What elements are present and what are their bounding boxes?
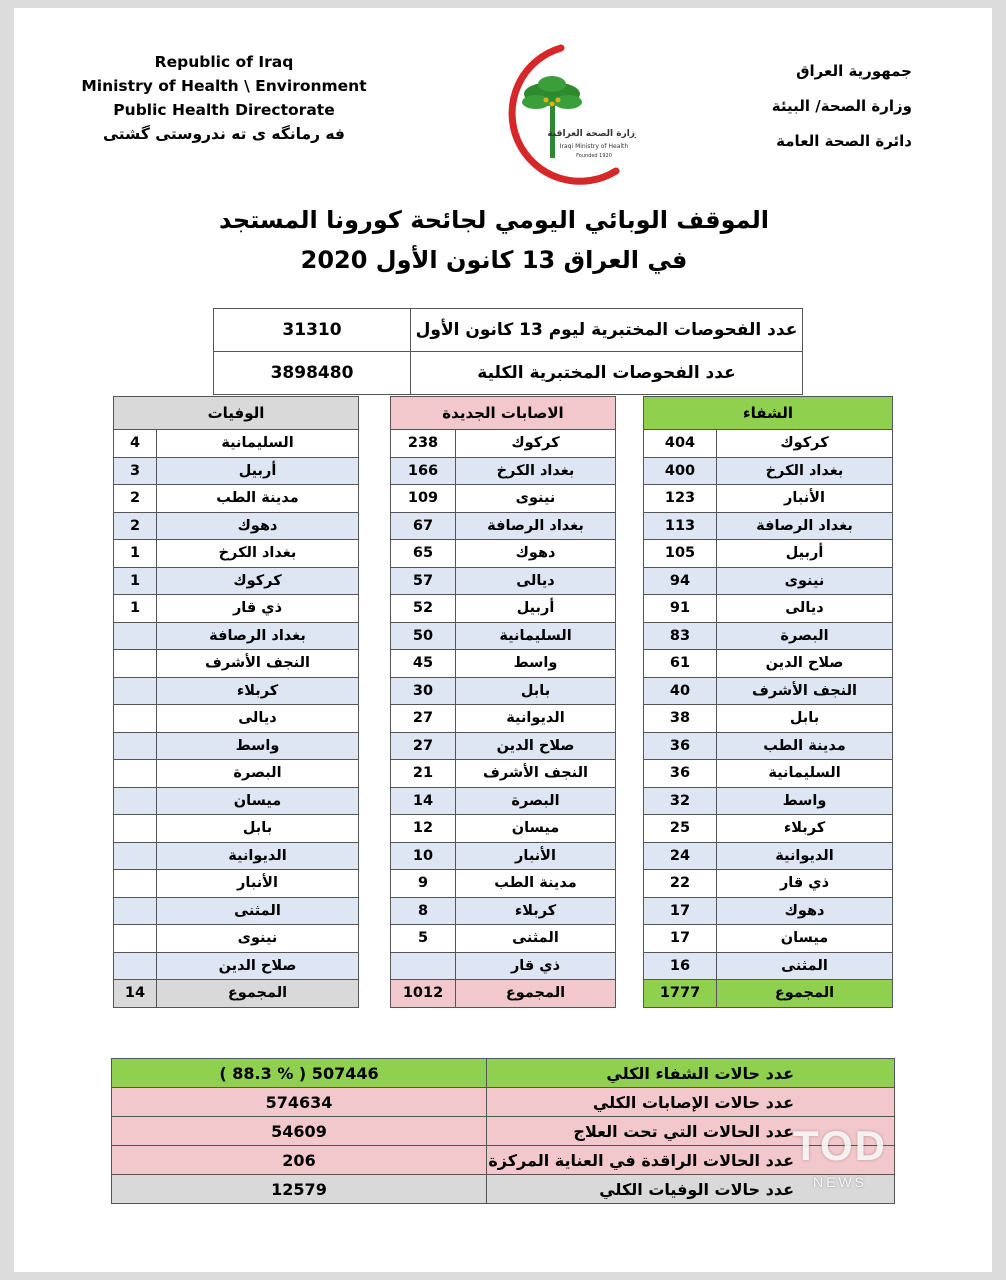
recoveries-province: نينوى [717, 567, 893, 595]
table-row [391, 595, 616, 623]
recoveries-value: 36 [644, 760, 717, 788]
deaths-value: 1 [114, 595, 157, 623]
table-row [644, 430, 893, 458]
table-row [644, 457, 893, 485]
cases-province: كركوك [456, 430, 616, 458]
table-row [644, 842, 893, 870]
deaths-province: المثنى [157, 897, 359, 925]
deaths-total-row [114, 980, 359, 1008]
table-row [114, 457, 359, 485]
deaths-province: بغداد الرصافة [157, 622, 359, 650]
title-line-1: الموقف الوبائي اليومي لجائحة كورونا المستجد [219, 206, 769, 234]
table-row [644, 595, 893, 623]
recoveries-value: 40 [644, 677, 717, 705]
cases-province: الأنبار [456, 842, 616, 870]
cases-value: 67 [391, 512, 456, 540]
table-row [644, 677, 893, 705]
cases-value: 10 [391, 842, 456, 870]
deaths-value [114, 732, 157, 760]
daily-tests-row [214, 309, 803, 352]
table-row [114, 787, 359, 815]
table-row [391, 705, 616, 733]
recoveries-table [643, 396, 893, 1008]
title-line-2: في العراق 13 كانون الأول 2020 [300, 246, 688, 274]
table-row [391, 925, 616, 953]
table-row [391, 650, 616, 678]
logo-founded-text: Founded 1920 [576, 153, 612, 159]
recoveries-total-row [644, 980, 893, 1008]
cases-province: مدينة الطب [456, 870, 616, 898]
recoveries-province: كربلاء [717, 815, 893, 843]
cases-total-value: 1012 [391, 980, 456, 1008]
recoveries-province: الديوانية [717, 842, 893, 870]
table-row [114, 815, 359, 843]
cases-province: واسط [456, 650, 616, 678]
summary-label: عدد حالات الشفاء الكلي [487, 1059, 895, 1088]
recoveries-province: دهوك [717, 897, 893, 925]
table-row [644, 787, 893, 815]
header-ar-line: جمهورية العراق [796, 62, 912, 80]
table-row [391, 567, 616, 595]
deaths-total-value: 14 [114, 980, 157, 1008]
cases-province: كربلاء [456, 897, 616, 925]
recoveries-province: ميسان [717, 925, 893, 953]
deaths-value: 1 [114, 540, 157, 568]
cases-province: دهوك [456, 540, 616, 568]
summary-value: 574634 [112, 1088, 487, 1117]
deaths-province: النجف الأشرف [157, 650, 359, 678]
cases-province: بغداد الرصافة [456, 512, 616, 540]
deaths-header: الوفيات [114, 397, 359, 430]
cases-value: 109 [391, 485, 456, 513]
cases-header: الاصابات الجديدة [391, 397, 616, 430]
table-row [114, 705, 359, 733]
table-row [114, 842, 359, 870]
recoveries-value: 404 [644, 430, 717, 458]
cases-province: ميسان [456, 815, 616, 843]
cases-value: 5 [391, 925, 456, 953]
deaths-value [114, 952, 157, 980]
deaths-province: دهوك [157, 512, 359, 540]
table-row [114, 925, 359, 953]
header-arabic [652, 54, 912, 159]
header-en-line: Public Health Directorate [113, 101, 335, 119]
recoveries-value: 94 [644, 567, 717, 595]
summary-value: 12579 [112, 1175, 487, 1204]
deaths-value: 2 [114, 485, 157, 513]
deaths-province: ديالى [157, 705, 359, 733]
table-row [644, 512, 893, 540]
header-en-line: فه رمانگه ی ته ندروستی گشتی [103, 125, 345, 143]
recoveries-value: 91 [644, 595, 717, 623]
table-row [391, 732, 616, 760]
recoveries-province: البصرة [717, 622, 893, 650]
deaths-value [114, 705, 157, 733]
table-row [391, 870, 616, 898]
recoveries-province: مدينة الطب [717, 732, 893, 760]
cases-province: ذي قار [456, 952, 616, 980]
deaths-value: 1 [114, 567, 157, 595]
deaths-province: مدينة الطب [157, 485, 359, 513]
cases-value: 50 [391, 622, 456, 650]
recoveries-province: المثنى [717, 952, 893, 980]
cases-value [391, 952, 456, 980]
recoveries-value: 113 [644, 512, 717, 540]
table-row [644, 952, 893, 980]
logo-ar-text: وزارة الصحة العراقية [547, 129, 636, 139]
recoveries-province: كركوك [717, 430, 893, 458]
deaths-province: نينوى [157, 925, 359, 953]
recoveries-province: ديالى [717, 595, 893, 623]
recoveries-total-value: 1777 [644, 980, 717, 1008]
table-row [644, 760, 893, 788]
recoveries-value: 400 [644, 457, 717, 485]
table-row [644, 540, 893, 568]
cases-province: صلاح الدين [456, 732, 616, 760]
ministry-logo [466, 36, 636, 186]
recoveries-value: 32 [644, 787, 717, 815]
table-row [114, 595, 359, 623]
cases-province: البصرة [456, 787, 616, 815]
table-row [644, 485, 893, 513]
table-row [391, 952, 616, 980]
deaths-province: الديوانية [157, 842, 359, 870]
deaths-value [114, 897, 157, 925]
table-row [114, 897, 359, 925]
cases-province: الديوانية [456, 705, 616, 733]
deaths-province: صلاح الدين [157, 952, 359, 980]
table-row [114, 430, 359, 458]
recoveries-value: 83 [644, 622, 717, 650]
recoveries-value: 61 [644, 650, 717, 678]
recoveries-value: 17 [644, 925, 717, 953]
deaths-total-label: المجموع [157, 980, 359, 1008]
cases-value: 57 [391, 567, 456, 595]
cases-total-label: المجموع [456, 980, 616, 1008]
table-row [114, 540, 359, 568]
cases-value: 12 [391, 815, 456, 843]
summary-row [112, 1146, 895, 1175]
summary-label: عدد الحالات الراقدة في العناية المركزة [487, 1146, 895, 1175]
recoveries-total-label: المجموع [717, 980, 893, 1008]
table-row [644, 925, 893, 953]
summary-value: 54609 [112, 1117, 487, 1146]
cases-value: 8 [391, 897, 456, 925]
recoveries-province: واسط [717, 787, 893, 815]
table-row [644, 732, 893, 760]
daily-tests-label: عدد الفحوصات المختبرية ليوم 13 كانون الأول [411, 309, 803, 352]
daily-tests-value: 31310 [214, 309, 411, 352]
cases-value: 65 [391, 540, 456, 568]
deaths-province: ميسان [157, 787, 359, 815]
table-row [391, 677, 616, 705]
cases-total-row [391, 980, 616, 1008]
table-row [114, 870, 359, 898]
recoveries-value: 22 [644, 870, 717, 898]
deaths-value [114, 815, 157, 843]
cases-province: أربيل [456, 595, 616, 623]
recoveries-value: 16 [644, 952, 717, 980]
header-english [74, 50, 374, 146]
cases-value: 21 [391, 760, 456, 788]
cases-province: المثنى [456, 925, 616, 953]
table-row [114, 512, 359, 540]
deaths-header-row [114, 397, 359, 430]
table-row [391, 457, 616, 485]
recoveries-value: 123 [644, 485, 717, 513]
summary-value: 206 [112, 1146, 487, 1175]
table-row [391, 622, 616, 650]
table-row [114, 677, 359, 705]
header-en-line: Republic of Iraq [154, 53, 294, 71]
recoveries-value: 17 [644, 897, 717, 925]
summary-table [111, 1058, 895, 1204]
recoveries-header-row [644, 397, 893, 430]
cases-province: بابل [456, 677, 616, 705]
table-row [391, 540, 616, 568]
summary-label: عدد حالات الوفيات الكلي [487, 1175, 895, 1204]
recoveries-header: الشفاء [644, 397, 893, 430]
summary-row [112, 1117, 895, 1146]
lab-tests-table [213, 308, 803, 395]
recoveries-value: 36 [644, 732, 717, 760]
deaths-value [114, 787, 157, 815]
cases-value: 14 [391, 787, 456, 815]
table-row [114, 485, 359, 513]
cases-value: 30 [391, 677, 456, 705]
deaths-province: كربلاء [157, 677, 359, 705]
deaths-table [113, 396, 359, 1008]
deaths-province: بابل [157, 815, 359, 843]
table-row [644, 567, 893, 595]
table-row [644, 815, 893, 843]
recoveries-province: بغداد الكرخ [717, 457, 893, 485]
deaths-province: واسط [157, 732, 359, 760]
summary-value: ( 88.3 % ) 507446 [112, 1059, 487, 1088]
table-row [644, 897, 893, 925]
table-row [391, 815, 616, 843]
deaths-value [114, 842, 157, 870]
watermark-sub: NEWS [813, 1174, 867, 1190]
recoveries-province: النجف الأشرف [717, 677, 893, 705]
watermark-main: TOD [793, 1122, 887, 1169]
new-cases-table [390, 396, 616, 1008]
total-tests-label: عدد الفحوصات المختبرية الكلية [411, 352, 803, 395]
deaths-value [114, 650, 157, 678]
deaths-value: 4 [114, 430, 157, 458]
recoveries-province: بغداد الرصافة [717, 512, 893, 540]
table-row [114, 622, 359, 650]
recoveries-province: صلاح الدين [717, 650, 893, 678]
report-page [14, 8, 992, 1272]
deaths-value [114, 925, 157, 953]
cases-value: 238 [391, 430, 456, 458]
recoveries-value: 25 [644, 815, 717, 843]
summary-row [112, 1088, 895, 1117]
cases-province: ديالى [456, 567, 616, 595]
header-ar-line: دائرة الصحة العامة [776, 132, 912, 150]
recoveries-province: ذي قار [717, 870, 893, 898]
recoveries-province: الأنبار [717, 485, 893, 513]
summary-row [112, 1059, 895, 1088]
table-row [114, 952, 359, 980]
summary-label: عدد الحالات التي تحت العلاج [487, 1117, 895, 1146]
table-row [391, 760, 616, 788]
recoveries-province: بابل [717, 705, 893, 733]
deaths-value [114, 870, 157, 898]
recoveries-value: 24 [644, 842, 717, 870]
summary-label: عدد حالات الإصابات الكلي [487, 1088, 895, 1117]
logo-en-text: Iraqi Ministry of Health [559, 143, 629, 150]
table-row [391, 430, 616, 458]
cases-province: نينوى [456, 485, 616, 513]
cases-value: 27 [391, 732, 456, 760]
table-row [391, 897, 616, 925]
report-title [194, 200, 794, 280]
table-row [644, 650, 893, 678]
deaths-value [114, 760, 157, 788]
deaths-province: الأنبار [157, 870, 359, 898]
cases-value: 166 [391, 457, 456, 485]
cases-value: 27 [391, 705, 456, 733]
table-row [391, 842, 616, 870]
deaths-province: ذي قار [157, 595, 359, 623]
deaths-province: السليمانية [157, 430, 359, 458]
table-row [644, 705, 893, 733]
deaths-province: البصرة [157, 760, 359, 788]
cases-value: 45 [391, 650, 456, 678]
deaths-province: بغداد الكرخ [157, 540, 359, 568]
deaths-value [114, 677, 157, 705]
deaths-province: أربيل [157, 457, 359, 485]
header-ar-line: وزارة الصحة/ البيئة [771, 97, 912, 115]
table-row [391, 485, 616, 513]
table-row [391, 512, 616, 540]
deaths-value [114, 622, 157, 650]
deaths-province: كركوك [157, 567, 359, 595]
recoveries-value: 105 [644, 540, 717, 568]
deaths-value: 2 [114, 512, 157, 540]
cases-value: 9 [391, 870, 456, 898]
table-row [114, 567, 359, 595]
total-tests-value: 3898480 [214, 352, 411, 395]
recoveries-province: أربيل [717, 540, 893, 568]
cases-province: النجف الأشرف [456, 760, 616, 788]
cases-province: السليمانية [456, 622, 616, 650]
total-tests-row [214, 352, 803, 395]
cases-header-row [391, 397, 616, 430]
deaths-value: 3 [114, 457, 157, 485]
table-row [114, 760, 359, 788]
cases-value: 52 [391, 595, 456, 623]
summary-row [112, 1175, 895, 1204]
recoveries-province: السليمانية [717, 760, 893, 788]
table-row [644, 870, 893, 898]
table-row [644, 622, 893, 650]
table-row [114, 732, 359, 760]
recoveries-value: 38 [644, 705, 717, 733]
cases-province: بغداد الكرخ [456, 457, 616, 485]
header-en-line: Ministry of Health \ Environment [81, 77, 367, 95]
table-row [114, 650, 359, 678]
table-row [391, 787, 616, 815]
